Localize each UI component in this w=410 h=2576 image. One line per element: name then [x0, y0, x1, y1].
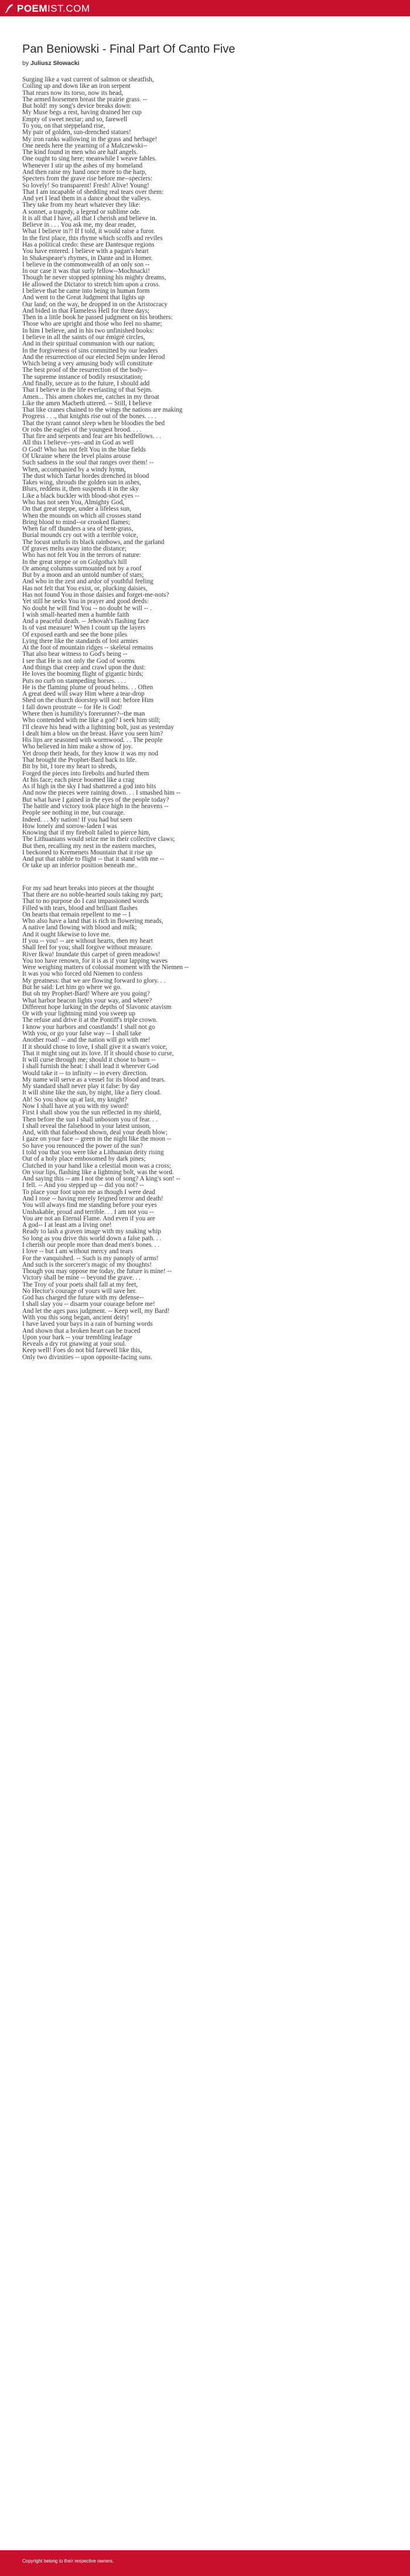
poem-line: One needs here the yearning of a Malczewski--: [22, 142, 148, 149]
poem-line: For the vanquished. -- Such is my panoply of arms!: [22, 1254, 159, 1262]
poem-line: A native land flowing with blood and milk;: [22, 924, 137, 932]
poem-line: I beckoned to Kremenets Mountain that it rise up: [22, 849, 153, 856]
poem-line: My pair of golden, sun-drenched statues!: [22, 129, 131, 136]
poem-line: Bring blood to mind--or crooked flames;: [22, 518, 131, 526]
poem-line: And finally, secure as to the future, I should add: [22, 379, 150, 387]
poem-line: He loves the booming flight of gigantic birds;: [22, 670, 144, 678]
byline: [22, 60, 391, 67]
poem-line: The supreme instance of bodily resuscitation;: [22, 373, 143, 381]
poem-line: Upon your bark -- your trembling leafage: [22, 1333, 132, 1341]
stanza: [22, 77, 391, 870]
poem-line: That like cranes chained to the wings the nations are making: [22, 406, 183, 414]
poem-line: That it might sing out its love. If it should chose to curse,: [22, 1049, 174, 1057]
poem-line: Who has not seen You, Almighty God,: [22, 499, 125, 506]
poem-line: Of Ukraine where the level plains arouse: [22, 453, 131, 460]
poem-line: That I believe in the life everlasting of that Sejm.: [22, 386, 153, 394]
poem-title: Pan Beniowski - Final Part Of Canto Five: [22, 43, 235, 56]
poem-line: In him I believe, and in his two unfinished books:: [22, 327, 154, 334]
poem-line: At his face; each piece boomed like a crag: [22, 776, 135, 784]
poem-line: Takes wing, shrouds the golden sun in ashes,: [22, 479, 141, 487]
poem-line: And went to the Great Judgment that lights up: [22, 294, 145, 302]
poem-line: In Shakespeare's rhymes, in Dante and in Homer.: [22, 254, 153, 262]
poem-line: It is all that I have, all that I cherish and believe in.: [22, 214, 157, 222]
poem-line: My standard shall never play it false: by day: [22, 1083, 140, 1090]
poem-line: It will curse through me; should it chose to burn --: [22, 1056, 156, 1064]
poem-line: But oh my Prophet-Bard! Where are you going?: [22, 990, 150, 998]
poem-line: All this I believe--yes--and in God as well: [22, 439, 134, 447]
poem-line: But then, recalling my nest in the eastern marches,: [22, 842, 156, 850]
poem-line: Though he never stopped spinning his mighty dreams,: [22, 274, 166, 282]
poem-line: At the foot of mountain ridges -- skeletal remains: [22, 644, 153, 652]
poem-line: What I believe in?! If I told, it would raise a furor.: [22, 228, 155, 235]
poem-line: Different hope lurking in the depths of Slavonic atavism: [22, 1003, 172, 1011]
poem-line: Or among columns surmounted not by a roof: [22, 565, 142, 572]
poem-line: And the resurrection of our elected Sejm under Herod: [22, 353, 165, 361]
poem-line: That the tyrant cannot sleep when he bloodies the bed: [22, 419, 165, 427]
top-bar: [0, 0, 410, 16]
poem-line: On hearts that remain repellent to me -- I: [22, 911, 131, 918]
poem-line: But hold! my song's device breaks down:: [22, 102, 132, 110]
poem-line: And such is the sorcerer's magic of my thoughts!: [22, 1261, 152, 1268]
poem-line: But what have I gained in the eyes of the people today?: [22, 796, 169, 803]
poem-line: I gaze on your face -- green in the night like the moon --: [22, 1135, 172, 1143]
poem-line: To you, on that steppeland rise,: [22, 122, 105, 129]
poem-line: Another road! -- and the nation will go with me!: [22, 1036, 151, 1044]
poem-line: You will always find me standing before your eyes: [22, 1202, 157, 1209]
poem-line: I believe in all the saints of our émigré circles,: [22, 333, 145, 341]
poem-line: No doubt he will find You -- no doubt he will -- .: [22, 604, 152, 612]
logo-text-ist: IST.COM: [47, 2, 90, 14]
poem-line: Victory shall be mine -- beyond the grave. . .: [22, 1274, 141, 1282]
poem-line: In our case it was that surly fellow--Mochnacki!: [22, 268, 151, 275]
poem-line: Has not felt that You exist, or, plucking daisies,: [22, 584, 148, 592]
poem-line: Would take it -- to infinity -- in every direction.: [22, 1069, 148, 1077]
poem-content: [22, 43, 391, 1361]
poem-line: Now I shall have at you with my sword!: [22, 1103, 129, 1110]
poem-line: Where then is humility's forerunner?--the man: [22, 710, 145, 717]
poem-line: He allowed the Dictator to stretch him upon a cross.: [22, 280, 160, 288]
poem-line: Yet droop their heads, for they know it was my nod: [22, 750, 158, 757]
poem-line: Of exposed earth and see the bone piles: [22, 631, 128, 638]
poem-line: My iron ranks wallowing in the grass and herbage!: [22, 135, 158, 143]
poem-line: The dust which Tartar hordes drenched in blood: [22, 472, 149, 480]
poem-line: Those who are upright and those who feel no shame;: [22, 320, 162, 328]
poem-line: That brought the Prophet-Bard back to life.: [22, 756, 137, 764]
poem-line: Which being a very amusing body will constitute: [22, 360, 153, 368]
poem-line: You too have renown, for it is as if your lapping waves: [22, 957, 168, 964]
poem-line: That fire and serpents and fear are his bedfellows. . .: [22, 433, 161, 440]
poem-line: One ought to sing here; meanwhile I weave fables.: [22, 155, 157, 163]
poem-line: God has charged the future with my defense--: [22, 1294, 144, 1302]
poem-line: Empty of sweet nectar; and so, farewell: [22, 115, 128, 123]
poem-line: Shall feel for you; shall forgive without measure.: [22, 944, 152, 952]
poem-line: If you -- you! -- are without hearts, then my heart: [22, 938, 153, 945]
poem-line: First I shall show you the sun reflected in my shield,: [22, 1109, 161, 1117]
poem-line: Like the amen Macbeth uttered. -- Still, I believe: [22, 399, 152, 407]
poem-line: Who has not felt You in the terrors of nature:: [22, 552, 141, 559]
poem-line: Out of a holy place embosomed by dark pines;: [22, 1155, 146, 1163]
poem-line: My name will serve as a vessel for its blood and tears.: [22, 1076, 166, 1083]
poem-line: The locust unfurls its black rainbows, and the garland: [22, 538, 165, 546]
footer-copyright: Copyright belong to their respective owners.: [22, 2558, 114, 2564]
poem-line: Has not found You in those daisies and forget-me-nots?: [22, 591, 169, 598]
poem-line: The best proof of the resurrection of the body--: [22, 367, 148, 374]
poem-line: And saying this -- am I not the son of song? A king's son! --: [22, 1175, 180, 1183]
poem-line: His lips are seasoned with wormwood. . . The people: [22, 737, 163, 744]
poem-line: A sonnet, a tragedy, a legend or sublime ode.: [22, 208, 141, 215]
poem-line: Lying there like the standards of lost armies: [22, 637, 138, 645]
poem-line: And bided in that Flameless Hell for three days;: [22, 307, 150, 314]
poem-line: Then before the sun I shall unbosom you of fear. . .: [22, 1116, 158, 1123]
poem-line: When the mounds on which all crosses stand: [22, 512, 141, 519]
poem-line: I see that He is not only the God of worms: [22, 657, 135, 665]
poem-line: I have laved your bays in a rain of burning words: [22, 1321, 153, 1328]
poem-line: When, accompanied by a windy hymn,: [22, 466, 126, 473]
poem-line: That rears now its torso, now its head,: [22, 89, 124, 97]
poem-line: In the forgiveness of sins committed by our leaders: [22, 347, 158, 354]
poem-line: In the great steppe or on Golgotha's hill: [22, 558, 127, 566]
poem-line: How lonely and sorrow-laden I was: [22, 822, 117, 830]
poem-line: It was you who forced old Niemen to confess: [22, 970, 143, 978]
poem-line: I shall furnish the heat: I shall lead it wherever God: [22, 1063, 159, 1070]
poem-line: But by a moon and an untold number of stars;: [22, 572, 144, 579]
poem-line: Who contended with me like a god? I seek him still;: [22, 717, 160, 724]
poem-line: Unshakable, proud and terrible. . . I am not you --: [22, 1208, 154, 1216]
poem-line: Yet still he seeks You in prayer and good deeds:: [22, 598, 149, 605]
poem-line: It will shine like the sun, by night, like a fiery cloud.: [22, 1089, 162, 1097]
poem-line: That to no purpose do I cast impassioned words: [22, 898, 149, 905]
poem-line: Forged the pieces into firebolts and hurled them: [22, 769, 149, 777]
poem-line: My greatness: that we are flowing forward to glory. . .: [22, 977, 166, 984]
poem-line: And shown that a broken heart can be traced: [22, 1327, 141, 1335]
poem-line: Who believed in him make a show of joy.: [22, 743, 133, 751]
poem-line: And I rose -- having merely feigned terror and death!: [22, 1195, 163, 1202]
poem-line: Shed on the church doorstep will not: before Him: [22, 697, 154, 704]
poem-line: For my sad heart breaks into pieces at the thought: [22, 884, 154, 892]
poem-line: I believe that he came into being in human form: [22, 288, 150, 295]
poem-line: Only two divinities -- upon opposite-facing suns.: [22, 1353, 152, 1361]
poem-line: As if high in the sky I had shattered a god into bits: [22, 783, 156, 791]
poem-line: Believe in . . . You ask me, my dear reader,: [22, 221, 136, 229]
poem-line: No Hector's courage of yours will save her.: [22, 1287, 137, 1295]
stanza: [22, 885, 391, 1361]
poem-line: Or robs the eagles of the youngest brood. . . .: [22, 426, 142, 433]
poem-line: People see nothing in me, but courage.: [22, 809, 125, 817]
poem-line: You are not an Eternal Flame. And even if you are: [22, 1215, 155, 1222]
poem-line: And let the ages pass judgment. -- Keep well, my Bard!: [22, 1307, 170, 1315]
poem-line: The Troy of your poets shall fall at my feet,: [22, 1281, 138, 1288]
poem-line: So lovely! So transparent! Fresh! Alive! Young!: [22, 182, 149, 189]
poem-line: You have entered. I believe with a pagan's heart: [22, 248, 149, 255]
poem-line: Of graves melts away into the distance;: [22, 545, 127, 552]
poem-line: Like a black buckler with blood-shot eyes --: [22, 492, 139, 500]
poem-line: I dealt him a blow on the breast. Have you seen him?: [22, 730, 163, 737]
poem-line: Burial mounds cry out with a terrible voice,: [22, 532, 138, 539]
poem-line: Reveals a dry rot gnawing at your soul.: [22, 1340, 127, 1348]
poem-line: Is of vast measure! When I count up the layers: [22, 624, 146, 632]
poem-line: And in their spiritual communion with our nation;: [22, 340, 155, 348]
poem-line: Whenever I stir up the ashes of my homeland: [22, 162, 143, 169]
poem-line: Ready to lash a graven image with my snaking whip: [22, 1228, 161, 1236]
poem-line: Or take up an inferior position beneath me..: [22, 862, 138, 870]
poem-line: So long as you drive this world down a false path. . .: [22, 1234, 162, 1242]
poem-line: Puts no curb on stampeding horses. . . .: [22, 677, 126, 685]
poem-line: Such sadness in the soul that ranges over them! --: [22, 459, 154, 467]
poem-line: Blurs, reddens it, then suspends it in the sky: [22, 485, 139, 493]
poem-line: I shall slay you -- disarm your courage before me!: [22, 1301, 155, 1308]
poem-line: On your lips, flashing like a lightning bolt, was the word.: [22, 1168, 174, 1176]
poem-line: And then raise my hand once more to the harp,: [22, 168, 147, 176]
poem-line: Who also have a land that is rich in flowering meads,: [22, 918, 163, 925]
poem-line: Surging like a vast current of salmon or sheatfish,: [22, 76, 154, 83]
poem-line: I wish small-hearted men a humble faith: [22, 611, 129, 618]
poem-line: The kind found in men who are half angels.: [22, 149, 138, 156]
poem-line: With you, or go your false way -- I shall take: [22, 1029, 142, 1037]
poem-line: With you this song began, ancient deity!: [22, 1314, 129, 1322]
poem-line: River Ikwa! Inundate this carpet of green meadows!: [22, 950, 160, 958]
poem-line: What harbor beacon lights your way, and where?: [22, 997, 152, 1004]
poem-line: O God! Who has not felt You in the blue fields: [22, 446, 146, 453]
poem-line: To place your foot upon me as though I were dead: [22, 1188, 155, 1196]
poem-line: I fall down prostrate -- for He is God!: [22, 703, 122, 711]
poem-line: So have you renounced the power of the sun?: [22, 1142, 143, 1150]
poem-line: But he said: Let him go where we go.: [22, 983, 122, 991]
poem-line: Then in a little book he passed judgment on his brothers:: [22, 314, 173, 321]
poem-line: When far off thunders a sea of bent-grass,: [22, 525, 134, 533]
poem-line: I love -- but I am without mercy and tears: [22, 1248, 133, 1255]
poem-line: Has a political credo: these are Dantesque regions: [22, 241, 155, 249]
poem-line: Our land; on the way, he dropped in on the Aristocracy: [22, 300, 168, 308]
poem-line: Were weighing matters of colossal moment with the Niemen --: [22, 964, 189, 971]
footer-bar: [0, 2550, 410, 2576]
poem-line: Clutched in your hand like a celestial moon was a cross;: [22, 1162, 172, 1169]
poem-line: The battle and victory took place high in the heavens --: [22, 802, 169, 810]
poem-line: Knowing that if my firebolt failed to pierce him,: [22, 829, 151, 837]
poem-line: And now the pieces were raining down. . . I smashed him --: [22, 789, 181, 797]
poem-line: And, with that falsehood shown, deal your death blow;: [22, 1129, 168, 1137]
poem-line: That I am incapable of shedding real tears over them:: [22, 188, 164, 196]
poem-line: On that great steppe, under a lifeless sun,: [22, 505, 132, 513]
poem-line: Progress . . ., that knights rise out of the bones. . . .: [22, 413, 156, 420]
poem-line: The refuse and drive it at the Pontiff's triple crown.: [22, 1017, 158, 1024]
poem-line: I shall reveal the falsehood in your latest unison,: [22, 1122, 151, 1130]
poem-line: Indeed. . . My nation! If you had but seen: [22, 816, 132, 823]
poem-line: And who in the zest and ardor of youthful feeling: [22, 578, 153, 586]
logo-text-poem: POEM: [17, 2, 48, 14]
poem-line: Bit by bit, I tore my heart to shreds,: [22, 763, 117, 771]
author-link[interactable]: Juliusz Słowacki: [30, 60, 80, 67]
poem-line: And things that creep and crawl upon the dust:: [22, 664, 146, 672]
poem-line: Specters from the grave rise before me--specters:: [22, 175, 153, 183]
poem-line: I cherish our people more than dead men's bones. . .: [22, 1241, 160, 1248]
poem-line: I'll cleave his head with a lightning bolt, just as yesterday: [22, 723, 174, 731]
poem-line: And put that rabble to flight -- that it stand with me --: [22, 856, 165, 863]
poem-line: Coiling up and down like an iron serpent: [22, 83, 131, 90]
poem-line: They take from my heart whatever they like:: [22, 201, 141, 209]
poem-line: He is the flaming plume of proud helms. . . Often: [22, 683, 153, 691]
poem-line: That there are no noble-hearted souls taking my part;: [22, 891, 163, 899]
poem-line: In the first place, this rhyme which scoffs and reviles: [22, 234, 163, 242]
poem-line: I believe in the commonwealth of an only son --: [22, 261, 150, 268]
poem-line: If it should chose to love, I shall give it a swan's voice,: [22, 1043, 168, 1051]
poem-line: A god-- I at least am a living one!: [22, 1222, 112, 1229]
poem-line: I fell. -- And you stepped up -- did you not? --: [22, 1182, 144, 1189]
byline-label: by: [22, 60, 29, 67]
poem-line: My Muse begs a rest, having drained her cup: [22, 109, 142, 117]
poem-line: And it ought likewise to love me.: [22, 930, 111, 938]
poem-line: And a peaceful death. -- Jehovah's flashing face: [22, 618, 149, 625]
poem-line: I told you that you were like a Lithuanian deity rising: [22, 1149, 164, 1156]
poem-line: A great deed will sway Him where a tear-drop: [22, 690, 145, 698]
poem-line: Or with your lightning mind you sweep up: [22, 1010, 135, 1018]
poem-line: Amen... This amen chokes me, catches in my throat: [22, 393, 159, 401]
poem-line: That also bear witness to God's being --: [22, 651, 128, 658]
poem-line: Filled with tears, blood and brilliant flashes: [22, 904, 138, 912]
quill-icon: [5, 4, 14, 13]
poem-line: I know your harbors and coastlands! I shall not go: [22, 1023, 155, 1031]
poem-line: The Lithuanians would seize me in their collective claws;: [22, 836, 175, 843]
poem-line: And yet I lead them in a dance about the valleys.: [22, 195, 152, 203]
poem-line: The armed horsemen breast the prairie grass. --: [22, 95, 148, 103]
poem-line: Ah! So you show up at last, my knight?: [22, 1096, 128, 1103]
poem-line: Though you may oppose me today, the future is mine! --: [22, 1268, 172, 1275]
poem-line: Keep well! Foes do not bid farewell like this,: [22, 1347, 142, 1354]
site-logo[interactable]: [5, 4, 90, 13]
